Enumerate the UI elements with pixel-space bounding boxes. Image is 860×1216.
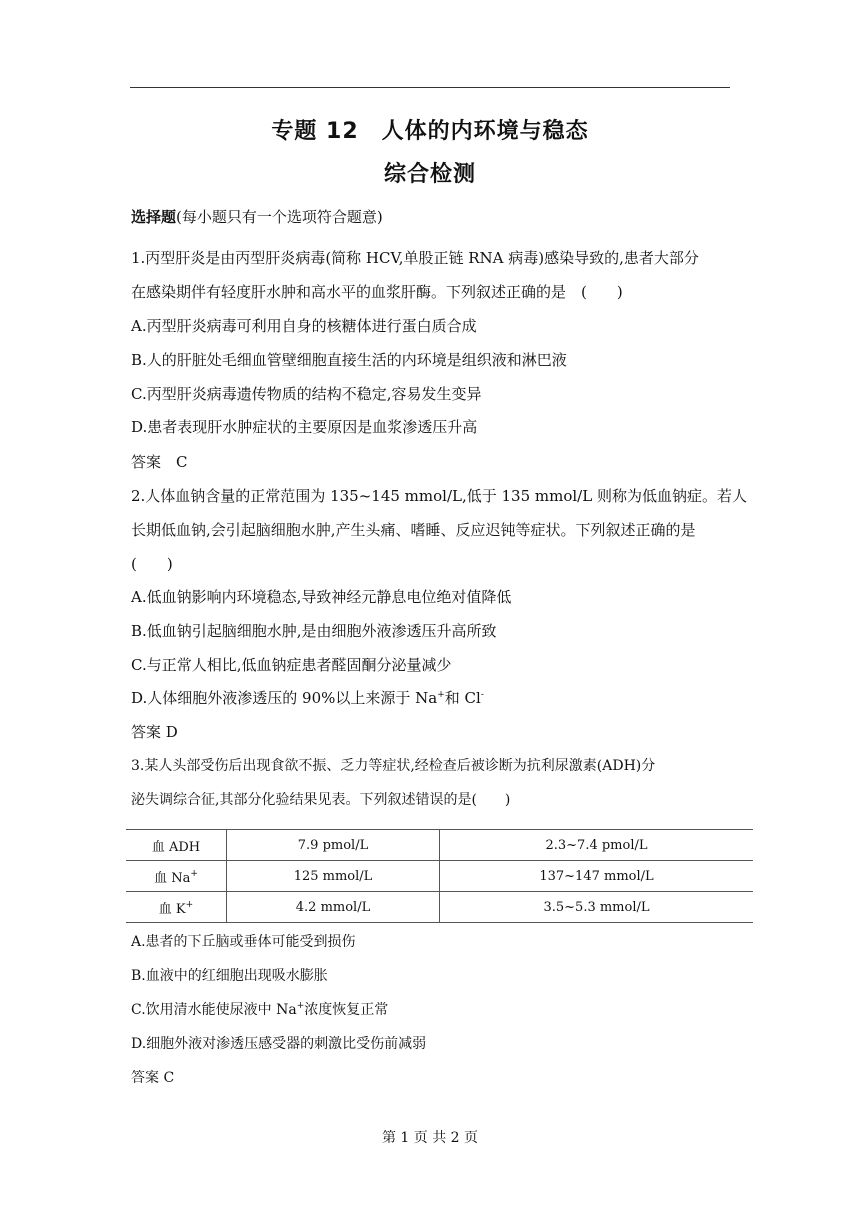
q2-option-d-text: D.人体细胞外液渗透压的 90%以上来源于 Na <box>131 689 438 707</box>
q2-answer: 答案 D <box>131 723 178 741</box>
chloride-charge: - <box>480 690 484 700</box>
sodium-charge: + <box>296 1001 305 1011</box>
table-cell-range: 137~147 mmol/L <box>440 861 754 892</box>
table-cell-item: 血 ADH <box>126 830 227 861</box>
table-cell-range: 2.3~7.4 pmol/L <box>440 830 754 861</box>
q3-option-c: C.饮用清水能使尿液中 Na+浓度恢复正常 <box>131 1001 389 1018</box>
q1-option-d: D.患者表现肝水肿症状的主要原因是血浆渗透压升高 <box>131 418 478 436</box>
q2-option-d-mid: 和 Cl <box>444 689 481 707</box>
q2-option-c: C.与正常人相比,低血钠症患者醛固酮分泌量减少 <box>131 656 452 674</box>
q2-option-d <box>131 688 484 708</box>
q2-stem-line3: ( ) <box>131 555 173 573</box>
page-title: 专题 12 人体的内环境与稳态 <box>271 119 589 144</box>
page-subtitle: 综合检测 <box>383 162 476 187</box>
table-row <box>126 830 753 861</box>
q1-option-a: A.丙型肝炎病毒可利用自身的核糖体进行蛋白质合成 <box>131 317 477 335</box>
q3-option-b: B.血液中的红细胞出现吸水膨胀 <box>131 968 328 984</box>
q3-stem-line2: 泌失调综合征,其部分化验结果见表。下列叙述错误的是( ) <box>131 792 511 808</box>
q3-option-a: A.患者的下丘脑或垂体可能受到损伤 <box>131 934 356 950</box>
q1-answer: 答案 C <box>131 453 188 471</box>
sodium-charge: + <box>437 690 445 700</box>
q2-stem-line1: 2.人体血钠含量的正常范围为 135~145 mmol/L,低于 135 mmol/L 则称为低血钠症。若人 <box>131 487 747 505</box>
section-heading <box>131 207 383 227</box>
table-row <box>126 861 753 892</box>
table-cell-item: 血 Na+ <box>126 861 227 892</box>
q1-stem-line2: 在感染期伴有轻度肝水肿和高水平的血浆肝酶。下列叙述正确的是 ( ) <box>131 283 623 301</box>
table-cell-value: 125 mmol/L <box>227 861 440 892</box>
header-rule <box>130 87 730 88</box>
lab-results-table <box>126 829 753 923</box>
q1-option-b: B.人的肝脏处毛细血管壁细胞直接生活的内环境是组织液和淋巴液 <box>131 351 567 369</box>
table-cell-item: 血 K+ <box>126 892 227 923</box>
q2-option-a: A.低血钠影响内环境稳态,导致神经元静息电位绝对值降低 <box>131 588 512 606</box>
table-cell-value: 7.9 pmol/L <box>227 830 440 861</box>
q1-option-c: C.丙型肝炎病毒遗传物质的结构不稳定,容易发生变异 <box>131 385 482 403</box>
section-note: (每小题只有一个选项符合题意) <box>176 208 383 226</box>
section-label: 选择题 <box>131 208 177 226</box>
q3-answer: 答案 C <box>131 1070 175 1086</box>
table-row <box>126 892 753 923</box>
q2-option-b: B.低血钠引起脑细胞水肿,是由细胞外液渗透压升高所致 <box>131 622 497 640</box>
q3-option-d: D.细胞外液对渗透压感受器的刺激比受伤前减弱 <box>131 1036 427 1052</box>
table-cell-value: 4.2 mmol/L <box>227 892 440 923</box>
q2-stem-line2: 长期低血钠,会引起脑细胞水肿,产生头痛、嗜睡、反应迟钝等症状。下列叙述正确的是 <box>131 521 696 539</box>
table-cell-range: 3.5~5.3 mmol/L <box>440 892 754 923</box>
page-number: 第 1 页 共 2 页 <box>381 1130 479 1146</box>
q3-stem-line1: 3.某人头部受伤后出现食欲不振、乏力等症状,经检查后被诊断为抗利尿激素(ADH)分 <box>131 758 656 774</box>
q1-stem-line1: 1.丙型肝炎是由丙型肝炎病毒(简称 HCV,单股正链 RNA 病毒)感染导致的,患者大部分 <box>131 249 699 267</box>
